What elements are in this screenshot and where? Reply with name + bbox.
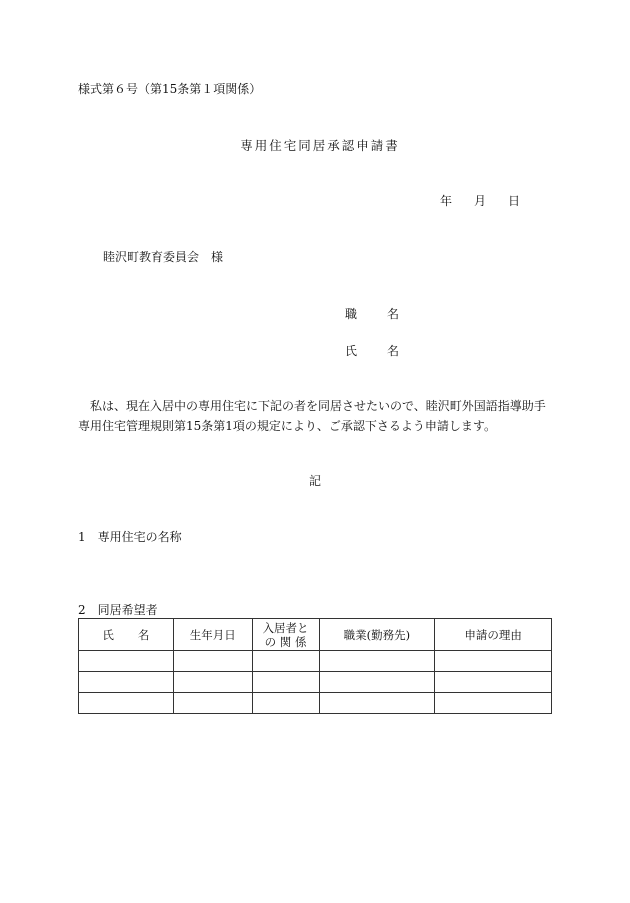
- cell-relation[interactable]: [252, 651, 319, 672]
- cell-reason[interactable]: [435, 672, 552, 693]
- cell-name[interactable]: [79, 672, 174, 693]
- cell-name[interactable]: [79, 693, 174, 714]
- date-day: 日: [508, 194, 521, 208]
- cell-reason[interactable]: [435, 651, 552, 672]
- header-relation-line2: の 関 係: [264, 634, 307, 649]
- header-occupation: 職業(勤務先): [319, 619, 435, 651]
- form-number: 様式第６号（第15条第１項関係）: [78, 82, 262, 96]
- section-1-label: 専用住宅の名称: [97, 530, 182, 544]
- post-label-first: 職: [345, 307, 358, 321]
- header-reason: 申請の理由: [435, 619, 552, 651]
- section-1-number: 1: [78, 530, 86, 544]
- name-label-first: 氏: [345, 344, 358, 358]
- section-2-label: 同居希望者: [97, 603, 158, 617]
- document-title: 専用住宅同居承認申請書: [240, 138, 400, 153]
- ki-marker: 記: [308, 474, 321, 488]
- section-2-heading: [78, 601, 158, 618]
- cohabitant-table: [78, 618, 552, 714]
- section-2-number: 2: [78, 603, 86, 617]
- table-row: [79, 651, 552, 672]
- cell-occupation[interactable]: [319, 693, 435, 714]
- header-name-first: 氏: [102, 627, 114, 642]
- applicant-post-label: [345, 305, 399, 322]
- application-body: [78, 396, 554, 436]
- cell-occupation[interactable]: [319, 672, 435, 693]
- date-month: 月: [474, 194, 487, 208]
- name-label-second: 名: [387, 344, 400, 358]
- header-relation: [252, 619, 319, 651]
- cell-relation[interactable]: [252, 693, 319, 714]
- application-body-text: 私は、現在入居中の専用住宅に下記の者を同居させたいので、睦沢町外国語指導助手専用住宅管理規則第15条第1項の規定により、ご承認下さるよう申請します。: [78, 399, 546, 433]
- header-name-second: 名: [137, 627, 150, 642]
- recipient: 睦沢町教育委員会 様: [103, 250, 224, 264]
- table-header-row: [79, 619, 552, 651]
- date-line: [440, 192, 520, 209]
- cell-birthdate[interactable]: [173, 693, 252, 714]
- cell-occupation[interactable]: [319, 651, 435, 672]
- date-year: 年: [440, 194, 453, 208]
- header-relation-line1: 入居者と: [262, 620, 309, 635]
- table-row: [79, 693, 552, 714]
- cell-birthdate[interactable]: [173, 672, 252, 693]
- cell-name[interactable]: [79, 651, 174, 672]
- header-name: [79, 619, 174, 651]
- cell-birthdate[interactable]: [173, 651, 252, 672]
- cell-reason[interactable]: [435, 693, 552, 714]
- post-label-second: 名: [387, 307, 400, 321]
- cell-relation[interactable]: [252, 672, 319, 693]
- table-row: [79, 672, 552, 693]
- section-1-heading: [78, 528, 182, 545]
- applicant-name-label: [345, 342, 399, 359]
- header-birthdate: 生年月日: [173, 619, 252, 651]
